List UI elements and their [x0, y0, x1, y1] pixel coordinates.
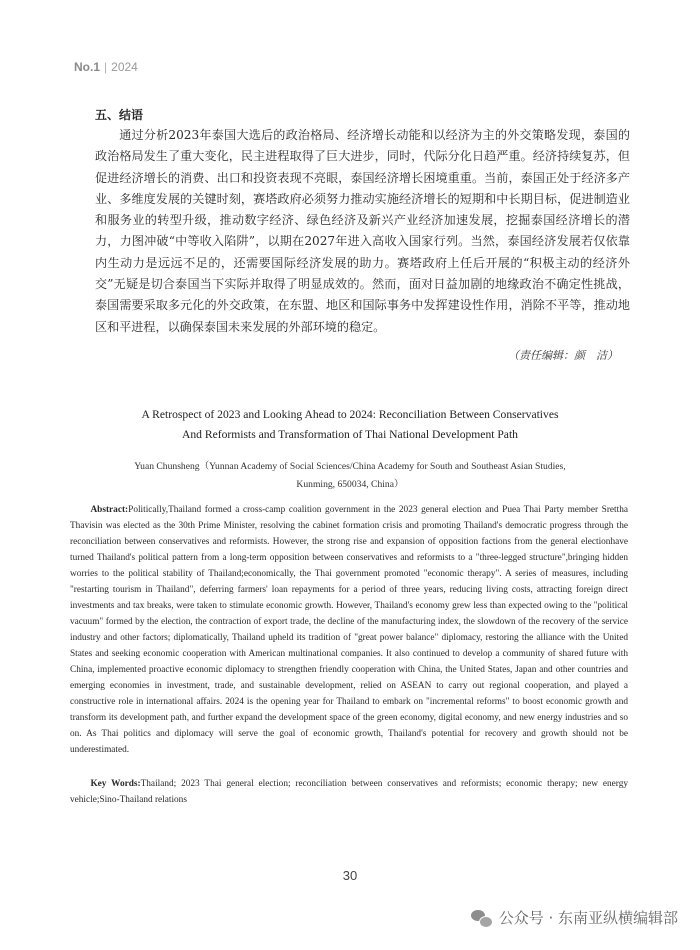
english-keywords — [70, 776, 628, 808]
wechat-icon — [471, 909, 493, 927]
keywords-label: Key Words: — [90, 779, 141, 789]
wechat-watermark — [471, 907, 678, 928]
author-line-2: Kunming, 650034, China） — [296, 479, 404, 490]
issue-number: No.1 — [74, 60, 101, 74]
english-title — [70, 405, 630, 445]
author-affiliation — [80, 458, 620, 494]
conclusion-body: 通过分析2023年泰国大选后的政治格局、经济增长动能和以经济为主的外交策略发现，泰国的政治格局发生了重大变化，民主进程取得了巨大进步，同时，代际分化日趋严重。经济持续复苏，但促进经济增长的消费、出口和投资表现不亮眼，泰国经济增长困境重重。当前，泰国正处于经济多产业、多维度发展的关键时刻，赛塔政府必须努力推动实施经济增长的短期和中长期目标，促进制造业和服务业的转型升级，推动数字经济、绿色经济及新兴产业经济加速发展，挖掘泰国经济增长的潜力，力图冲破“中等收入陷阱”，以期在2027年进入高收入国家行列。当然，泰国经济发展若仅依靠内生动力是远远不足的，还需要国际经济发展的助力。赛塔政府上任后开展的“积极主动的经济外交”无疑是切合泰国当下实际并取得了明显成效的。然而，面对日益加剧的地缘政治不确定性挑战，泰国需要采取多元化的外交政策，在东盟、地区和国际事务中发挥建设性作用，消除不平等，推动地区和平进程，以确保泰国未来发展的外部环境的稳定。 — [95, 128, 630, 334]
watermark-text: 公众号 · 东南亚纵横编辑部 — [498, 909, 678, 927]
english-title-line-2: And Reformists and Transformation of Thai National Development Path — [182, 428, 518, 441]
keywords-text: Thailand; 2023 Thai general election; reconciliation between conservatives and reformists; economic therapy; new energy vehicle;Sino-Thailand relations — [70, 779, 628, 805]
page-number: 30 — [342, 868, 358, 883]
abstract-text: Politically,Thailand formed a cross-camp coalition government in the 2023 general election and Puea Thai Party member Srettha Thavisin was elected as the 30th Prime Minister, resolving the cabinet formation crisis and promoting Thailand's democratic progress through the reconciliation between conservatives and reformists. However, the strong rise and expansion of opposition factions from the general electionhave turned Thailand's political pattern from a long-term opposition between conservatives and reformists to a "three-legged structure",bringing hidden worries to the political stability of Thailand;economically, the Thai government promoted "economic therapy". A series of measures, including "restarting tourism in Thailand", deferring farmers' loan repayments for a period of three years, reducing living costs, attracting foreign direct investments and tax breaks, were taken to stimulate economic growth. However, Thailand's economy grew less than expected owing to the "political vacuum" formed by the election, the contraction of export trade, the decline of the manufacturing index, the slowdown of the recovery of the service industry and other factors; diplomatically, Thailand upheld its tradition of "great power balance" diplomacy, restoring the alliance with the United States and seeking economic cooperation with American multinational companies. It also continued to develop a community of shared future with China, implemented proactive economic diplomacy to strengthen friendly cooperation with China, the United States, Japan and other countries and emerging economies in investment, trade, and sustainable development, relied on ASEAN to carry out regional cooperation, and played a constructive role in international affairs. 2024 is the opening year for Thailand to embark on "incremental reforms" to boost economic growth and transform its development path, and further expand the development space of the green economy, digital economy, and new energy industries and so on. As Thai politics and diplomacy will serve the goal of economic growth, Thailand's potential for recovery and growth should not be underestimated. — [70, 505, 628, 755]
author-line-1: Yuan Chunsheng（Yunnan Academy of Social Sciences/China Academy for South and Southeast Asian Studies, — [134, 461, 566, 472]
header-divider: | — [104, 60, 108, 74]
english-abstract — [70, 502, 628, 758]
conclusion-heading: 五、结语 — [95, 108, 144, 122]
abstract-label: Abstract: — [90, 505, 129, 515]
running-header — [74, 60, 138, 74]
responsible-editor: （责任编辑：颜 洁） — [508, 349, 618, 362]
issue-year: 2024 — [111, 60, 138, 74]
english-title-line-1: A Retrospect of 2023 and Looking Ahead to 2024: Reconciliation Between Conservatives — [141, 408, 559, 421]
